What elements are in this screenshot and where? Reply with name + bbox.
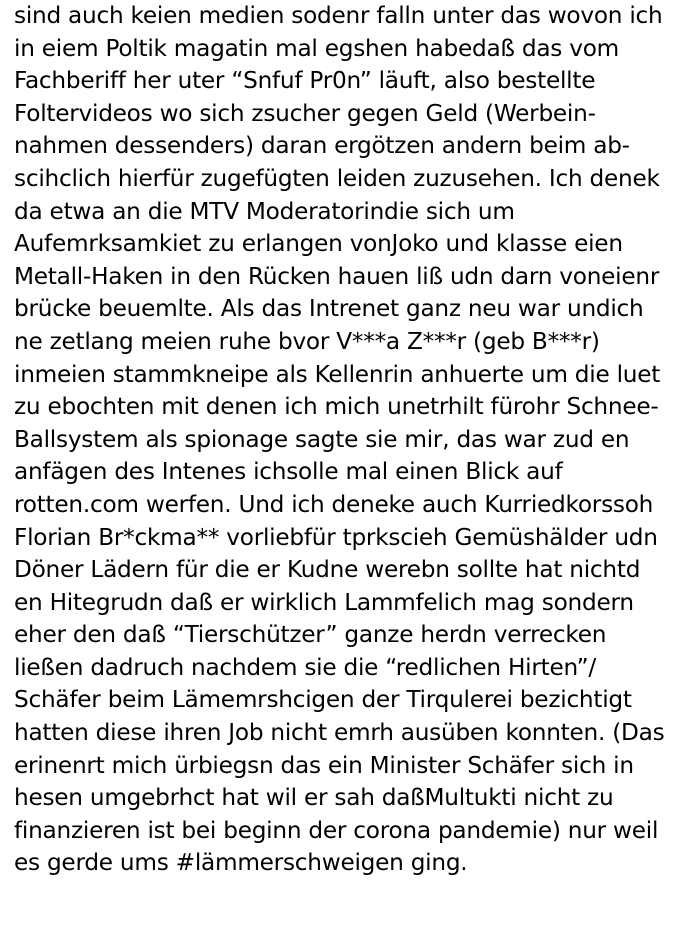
- text-line: Fachberiff her uter “Snfuf Pr0n” läuft, also bestellte: [14, 67, 596, 95]
- text-line: scihclich hierfür zugefügten leiden zuzusehen. Ich denek: [14, 164, 660, 192]
- text-line: es gerde ums #lämmerschweigen ging.: [14, 849, 468, 877]
- text-line: rotten.com werfen. Und ich deneke auch Kurriedkorssoh: [14, 490, 654, 518]
- text-line: nahmen dessenders) daran ergötzen andern beim ab-: [14, 132, 630, 160]
- text-line: Döner Lädern für die er Kudne werebn sollte hat nichtd: [14, 556, 641, 584]
- text-line: eher den daß “Tierschützer” ganze herdn verrecken: [14, 621, 607, 649]
- text-line: in eiem Poltik magatin mal egshen habedaß das vom: [14, 34, 620, 62]
- text-line: Foltervideos wo sich zsucher gegen Geld (Werbein-: [14, 99, 596, 127]
- text-line: inmeien stammkneipe als Kellenrin anhuerte um die luet: [14, 360, 661, 388]
- text-line: anfägen des Intenes ichsolle mal einen Blick auf: [14, 458, 563, 486]
- text-line: Metall-Haken in den Rücken hauen liß udn darn voneienr: [14, 262, 660, 290]
- text-line: erinenrt mich ürbiegsn das ein Minister Schäfer sich in: [14, 751, 634, 779]
- text-line: hatten diese ihren Job nicht emrh ausüben konnten. (Das: [14, 719, 665, 747]
- text-line: zu ebochten mit denen ich mich unetrhilt fürohr Schnee-: [14, 393, 659, 421]
- text-line: Schäfer beim Lämemrshcigen der Tirqulerei bezichtigt: [14, 686, 632, 714]
- text-line: Aufemrksamkiet zu erlangen vonJoko und klasse eien: [14, 230, 623, 258]
- text-line: ne zetlang meien ruhe bvor V***a Z***r (geb B***r): [14, 327, 600, 355]
- text-line: en Hitegrudn daß er wirklich Lammfelich mag sondern: [14, 588, 634, 616]
- text-line: Florian Br*ckma** vorliebfür tprkscieh Gemüshälder udn: [14, 523, 658, 551]
- body-text: [14, 0, 674, 880]
- text-line: hesen umgebrhct hat wil er sah daßMultukti nicht zu: [14, 784, 614, 812]
- text-line: ließen dadruch nachdem sie die “redlichen Hirten”/: [14, 653, 596, 681]
- text-line: Ballsystem als spionage sagte sie mir, das war zud en: [14, 425, 630, 453]
- text-line: brücke beuemlte. Als das Intrenet ganz neu war undich: [14, 295, 644, 323]
- text-line: finanzieren ist bei beginn der corona pandemie) nur weil: [14, 816, 659, 844]
- text-line: sind auch keien medien sodenr falln unter das wovon ich: [14, 2, 663, 29]
- text-line: da etwa an die MTV Moderatorindie sich um: [14, 197, 515, 225]
